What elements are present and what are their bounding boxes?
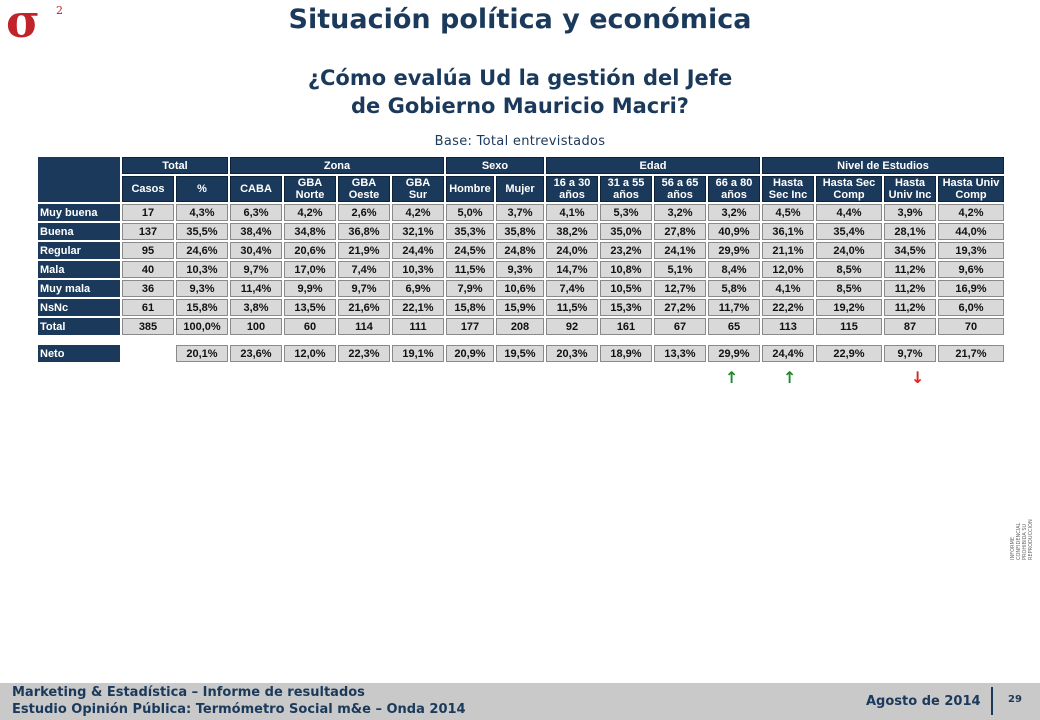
column-header [546, 176, 598, 202]
table-cell: 15,9% [496, 299, 544, 316]
column-header-line: años [613, 189, 639, 201]
table-cell: 3,2% [708, 204, 760, 221]
column-header-line: GBA [351, 177, 377, 189]
table-cell: 11,4% [230, 280, 282, 297]
neto-cell: 29,9% [708, 345, 760, 362]
neto-cell: 22,9% [816, 345, 882, 362]
confidential-note [1010, 500, 1034, 560]
table-cell: 22,2% [762, 299, 814, 316]
column-header-line: años [559, 189, 585, 201]
column-header [284, 176, 336, 202]
table-cell: 36,1% [762, 223, 814, 240]
table-cell: 7,4% [546, 280, 598, 297]
column-header-line: 66 a 80 [715, 177, 753, 189]
table-cell: 32,1% [392, 223, 444, 240]
row-label: Mala [38, 261, 120, 278]
question-line-2: de Gobierno Mauricio Macri? [351, 94, 689, 118]
column-header-line: Comp [955, 189, 987, 201]
table-cell: 100 [230, 318, 282, 335]
table-cell: 111 [392, 318, 444, 335]
row-label: Muy buena [38, 204, 120, 221]
footer-line-1: Marketing & Estadística – Informe de resultados [12, 685, 365, 700]
neto-cell: 13,3% [654, 345, 706, 362]
table-row [38, 223, 1004, 240]
column-header-line: Univ Inc [888, 189, 932, 201]
table-cell: 35,8% [496, 223, 544, 240]
column-header [884, 176, 936, 202]
table-cell: 23,2% [600, 242, 652, 259]
table-row [38, 242, 1004, 259]
neto-label: Neto [38, 345, 120, 362]
table-cell: 100,0% [176, 318, 228, 335]
table-cell: 24,0% [816, 242, 882, 259]
table-cell: 4,4% [816, 204, 882, 221]
table-cell: 14,7% [546, 261, 598, 278]
table-cell: 22,1% [392, 299, 444, 316]
table-cell: 177 [446, 318, 494, 335]
table-cell: 4,5% [762, 204, 814, 221]
table-cell: 3,7% [496, 204, 544, 221]
table-cell: 20,6% [284, 242, 336, 259]
results-table [36, 155, 1006, 364]
table-cell: 5,0% [446, 204, 494, 221]
column-header [496, 176, 544, 202]
table-cell: 12,0% [762, 261, 814, 278]
row-label: NsNc [38, 299, 120, 316]
column-header [708, 176, 760, 202]
table-cell: 113 [762, 318, 814, 335]
spacer-cell [38, 337, 1004, 343]
question [0, 64, 1040, 120]
table-row [38, 299, 1004, 316]
table-cell: 5,8% [708, 280, 760, 297]
row-label: Total [38, 318, 120, 335]
table-cell: 8,5% [816, 280, 882, 297]
table-cell: 114 [338, 318, 390, 335]
column-header-line: Hasta Univ [942, 177, 1000, 189]
page-number: 29 [1008, 694, 1022, 705]
neto-cell: 18,9% [600, 345, 652, 362]
row-label: Buena [38, 223, 120, 240]
table-cell: 3,8% [230, 299, 282, 316]
table-cell: 24,1% [654, 242, 706, 259]
group-header: Sexo [446, 157, 544, 174]
table-cell: 61 [122, 299, 174, 316]
table-cell: 19,2% [816, 299, 882, 316]
footer-divider [991, 687, 993, 715]
neto-cell: 21,7% [938, 345, 1004, 362]
column-header-line: Sur [408, 189, 428, 201]
table-cell: 4,2% [938, 204, 1004, 221]
table-cell: 6,3% [230, 204, 282, 221]
neto-cell: 23,6% [230, 345, 282, 362]
table-cell: 17,0% [284, 261, 336, 278]
table-cell: 30,4% [230, 242, 282, 259]
column-header-line: Norte [295, 189, 325, 201]
logo-superscript: 2 [56, 4, 63, 17]
table-cell: 15,3% [600, 299, 652, 316]
corner-cell [38, 157, 120, 202]
arrow-up-icon: ↑ [783, 368, 797, 387]
column-header-line: GBA [297, 177, 323, 189]
neto-cell: 20,9% [446, 345, 494, 362]
table-cell: 9,9% [284, 280, 336, 297]
table-cell: 40 [122, 261, 174, 278]
table-cell: 10,5% [600, 280, 652, 297]
row-label: Muy mala [38, 280, 120, 297]
footer-date: Agosto de 2014 [866, 694, 981, 709]
column-header [938, 176, 1004, 202]
table-cell: 24,4% [392, 242, 444, 259]
table-cell: 5,1% [654, 261, 706, 278]
table-cell: 11,5% [446, 261, 494, 278]
table-cell: 7,9% [446, 280, 494, 297]
neto-cell: 19,1% [392, 345, 444, 362]
column-header [176, 176, 228, 202]
table-cell: 17 [122, 204, 174, 221]
table-cell: 15,8% [176, 299, 228, 316]
table-cell: 9,3% [176, 280, 228, 297]
table-cell: 2,6% [338, 204, 390, 221]
table-cell: 35,3% [446, 223, 494, 240]
table-cell: 24,8% [496, 242, 544, 259]
neto-cell: 9,7% [884, 345, 936, 362]
table-cell: 34,5% [884, 242, 936, 259]
column-header-line: 56 a 65 [661, 177, 699, 189]
table-cell: 137 [122, 223, 174, 240]
table-cell: 92 [546, 318, 598, 335]
table-cell: 6,0% [938, 299, 1004, 316]
table-cell: 13,5% [284, 299, 336, 316]
table-cell: 16,9% [938, 280, 1004, 297]
table-cell: 34,8% [284, 223, 336, 240]
table-cell: 29,9% [708, 242, 760, 259]
spacer-row [38, 337, 1004, 343]
neto-cell: 24,4% [762, 345, 814, 362]
column-header [600, 176, 652, 202]
table-cell: 21,6% [338, 299, 390, 316]
table-cell: 10,6% [496, 280, 544, 297]
column-header-line: GBA [405, 177, 431, 189]
column-header-line: % [197, 183, 207, 195]
table-cell: 11,2% [884, 261, 936, 278]
table-cell: 208 [496, 318, 544, 335]
table-cell: 87 [884, 318, 936, 335]
table-cell: 24,0% [546, 242, 598, 259]
group-header: Edad [546, 157, 760, 174]
table-cell: 15,8% [446, 299, 494, 316]
table-cell: 35,0% [600, 223, 652, 240]
table-cell: 10,3% [176, 261, 228, 278]
table-cell: 11,2% [884, 299, 936, 316]
table-cell: 6,9% [392, 280, 444, 297]
table-cell: 95 [122, 242, 174, 259]
confidential-line-1: INFORME CONFIDENCIAL [1010, 522, 1022, 560]
table-cell: 35,4% [816, 223, 882, 240]
column-header [446, 176, 494, 202]
neto-cell: 22,3% [338, 345, 390, 362]
table-cell: 65 [708, 318, 760, 335]
neto-cell: 20,3% [546, 345, 598, 362]
column-header-line: años [667, 189, 693, 201]
column-header [654, 176, 706, 202]
table-cell: 38,2% [546, 223, 598, 240]
neto-cell [122, 345, 174, 362]
table-cell: 24,6% [176, 242, 228, 259]
table-cell: 28,1% [884, 223, 936, 240]
table-cell: 12,7% [654, 280, 706, 297]
table-cell: 40,9% [708, 223, 760, 240]
table-cell: 161 [600, 318, 652, 335]
table-cell: 8,5% [816, 261, 882, 278]
table-cell: 11,2% [884, 280, 936, 297]
footer-line-2: Estudio Opinión Pública: Termómetro Social m&e – Onda 2014 [12, 702, 466, 717]
table-cell: 3,9% [884, 204, 936, 221]
table-cell: 27,2% [654, 299, 706, 316]
table-cell: 9,7% [230, 261, 282, 278]
table-cell: 9,6% [938, 261, 1004, 278]
group-header: Total [122, 157, 228, 174]
table-cell: 9,3% [496, 261, 544, 278]
column-header-line: 16 a 30 [553, 177, 591, 189]
column-header-line: Mujer [505, 183, 535, 195]
table-cell: 70 [938, 318, 1004, 335]
column-header [392, 176, 444, 202]
column-header-line: 31 a 55 [607, 177, 645, 189]
table-cell: 44,0% [938, 223, 1004, 240]
column-header-line: Casos [131, 183, 165, 195]
table-cell: 5,3% [600, 204, 652, 221]
table-cell: 11,5% [546, 299, 598, 316]
neto-cell: 19,5% [496, 345, 544, 362]
group-header: Zona [230, 157, 444, 174]
neto-cell: 12,0% [284, 345, 336, 362]
neto-row [38, 345, 1004, 362]
table-cell: 67 [654, 318, 706, 335]
column-header-line: Hasta [895, 177, 925, 189]
table-cell: 36 [122, 280, 174, 297]
table-cell: 8,4% [708, 261, 760, 278]
table-cell: 7,4% [338, 261, 390, 278]
table-cell: 27,8% [654, 223, 706, 240]
table-cell: 4,1% [762, 280, 814, 297]
table-cell: 4,2% [284, 204, 336, 221]
column-header-line: CABA [240, 183, 272, 195]
column-header [230, 176, 282, 202]
table-cell: 385 [122, 318, 174, 335]
question-line-1: ¿Cómo evalúa Ud la gestión del Jefe [307, 66, 733, 90]
table-cell: 36,8% [338, 223, 390, 240]
table-cell: 21,9% [338, 242, 390, 259]
table-row [38, 280, 1004, 297]
table-cell: 21,1% [762, 242, 814, 259]
table-cell: 9,7% [338, 280, 390, 297]
logo-sigma: σ [6, 0, 40, 48]
table-row [38, 318, 1004, 335]
column-header [122, 176, 174, 202]
table-cell: 38,4% [230, 223, 282, 240]
neto-cell: 20,1% [176, 345, 228, 362]
group-header-row [38, 157, 1004, 174]
arrow-down-icon: ↓ [911, 368, 925, 387]
table-cell: 4,3% [176, 204, 228, 221]
table-cell: 3,2% [654, 204, 706, 221]
table-cell: 19,3% [938, 242, 1004, 259]
table-cell: 11,7% [708, 299, 760, 316]
table-row [38, 261, 1004, 278]
table-cell: 10,3% [392, 261, 444, 278]
column-header-line: Hasta [773, 177, 803, 189]
column-header-line: Hombre [449, 183, 491, 195]
group-header: Nivel de Estudios [762, 157, 1004, 174]
table-cell: 4,2% [392, 204, 444, 221]
arrow-up-icon: ↑ [725, 368, 739, 387]
column-header [338, 176, 390, 202]
table-cell: 35,5% [176, 223, 228, 240]
column-header-line: Comp [833, 189, 865, 201]
column-header-line: Hasta Sec [822, 177, 876, 189]
table-row [38, 204, 1004, 221]
table-cell: 4,1% [546, 204, 598, 221]
sub-header-row [38, 176, 1004, 202]
table-cell: 60 [284, 318, 336, 335]
column-header-line: Oeste [348, 189, 380, 201]
column-header [816, 176, 882, 202]
row-label: Regular [38, 242, 120, 259]
base-note: Base: Total entrevistados [434, 134, 606, 149]
confidential-line-2: PROHIBIDA SU REPRODUCCION [1022, 519, 1034, 560]
table-cell: 10,8% [600, 261, 652, 278]
column-header-line: años [721, 189, 747, 201]
column-header [762, 176, 814, 202]
table-cell: 24,5% [446, 242, 494, 259]
table-cell: 115 [816, 318, 882, 335]
column-header-line: Sec Inc [768, 189, 808, 201]
page-title: Situación política y económica [288, 4, 752, 35]
